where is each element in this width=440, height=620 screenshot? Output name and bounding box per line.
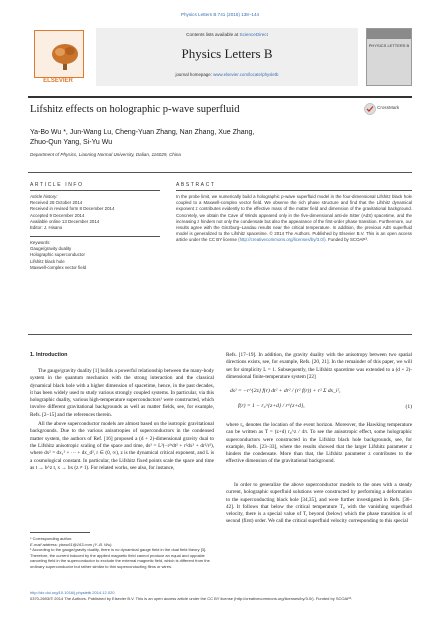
sciencedirect-link[interactable]: ScienceDirect xyxy=(239,32,268,37)
crossmark-icon xyxy=(364,103,376,115)
footnotes xyxy=(30,536,214,570)
authors-line-2[interactable]: Zhuo-Qun Yang, Si-Yu Wu xyxy=(30,139,113,146)
intro-paragraph-2: All the above superconductor models are almost based on the isotropic gravitational backgrounds. Due to the various anisotropies of superconductors in the condensed matter system, the authors of Ref. [16] proposed a (d + 2)-dimensional gravity dual to the Lifshitz anisotropic scaling of the space and time, ds² = L²(−r²ᶻdt² + r²dx² + dr²/r²), where dx² = dx₁² + ··· + dx_d², r ∈ (0, ∞), z is the dynamical critical exponent, and L is a cosmological constant. In particular, the Lifshitz fixed points scale the space and time as t → b^z t, x → bx (z ≠ 1). For related works, see also, for instance, xyxy=(30,421,214,471)
history-received: Received 28 October 2014 xyxy=(30,200,83,206)
intro-paragraph-1: The gauge/gravity duality [1] builds a powerful relationship between the many-body system in the quantum mechanics with the strong interaction and the classical dynamical black hole with a higher dimension of spacetime, hence, in the past decades, it has been widely used to study various strongly coupled systems. In particular, via this holographic duality, various high-temperature superconductors¹ were constructed, which involve different gravitational backgrounds as well as matter fields, see, for example, Refs. [2–15] and the references therein. xyxy=(30,368,214,418)
history-revised: Received in revised form 8 December 2014 xyxy=(30,206,115,212)
keyword-item: Gauge/gravity duality xyxy=(30,246,72,252)
history-online: Available online 13 December 2014 xyxy=(30,218,100,224)
keywords xyxy=(30,240,165,271)
contents-line xyxy=(96,32,358,37)
abstract-copyright: © 2014 The Authors. Published by Elsevier B.V. This is an open access article under the CC BY license xyxy=(176,231,412,243)
header-divider xyxy=(28,96,412,98)
equation-1 xyxy=(226,388,412,409)
equation-number: (1) xyxy=(405,404,412,410)
license-link[interactable]: (http://creativecommons.org/licenses/by/3.0/). xyxy=(238,237,327,243)
publisher-name: ELSEVIER xyxy=(43,78,73,84)
abstract-heading: ABSTRACT xyxy=(176,182,216,188)
contents-prefix: Contents lists available at xyxy=(186,32,239,37)
cover-label: PHYSICS LETTERS B xyxy=(368,43,410,48)
affiliation: Department of Physics, Liaoning Normal University, Dalian, 116029, China xyxy=(30,152,181,157)
author-list xyxy=(30,128,390,148)
cover-band xyxy=(367,29,411,39)
doi-link[interactable]: http://dx.doi.org/10.1016/j.physletb.2014.12.020 xyxy=(30,590,115,595)
homepage-line xyxy=(96,72,358,77)
journal-reference[interactable]: Physics Letters B 741 (2015) 138–144 xyxy=(180,12,260,17)
history-editor: Editor: J. Hisano xyxy=(30,225,63,231)
abstract-divider xyxy=(28,334,412,335)
history-accepted: Accepted 9 December 2014 xyxy=(30,212,85,218)
footnote-1: ¹ According to the gauge/gravity duality, there is no dynamical gauge field in the dual field theory [3]. Therefore, the current induced by the applied magnetic field cannot produce an equal and opposite canceling field in the superconductor to exclude the external magnetic field, which is different from the ordinary superconductor but rather similar to thin superconducting films or wires. xyxy=(30,547,210,569)
history-label: Article history: xyxy=(30,194,58,199)
keywords-label: Keywords: xyxy=(30,240,51,245)
homepage-link[interactable]: www.elsevier.com/locate/physletb xyxy=(213,72,279,77)
section-heading-introduction: 1. Introduction xyxy=(30,352,68,358)
article-history xyxy=(30,194,165,231)
equation-line-blackening: f(r) = 1 − r₀^{z+d} / r^{z+d}, xyxy=(238,403,305,409)
journal-band xyxy=(96,28,358,86)
journal-title: Physics Letters B xyxy=(181,46,273,61)
abstract-body xyxy=(176,194,412,244)
footnote-rule xyxy=(30,532,90,533)
article-footer xyxy=(30,590,412,601)
intro-right-para-3: In order to generalize the above superconductor models to the ones with a steady current, holographic superfluid solutions were constructed by performing a deformation to the superconducting black hole [34,35], and were further investigated in Refs. [36–42]. It follows that below the critical temperature T₀ with the vanishing superfluid velocity, there is a special value of T, beyond (below) which the phase transition is of second (first) order. We call the critical superfluid velocity corresponding to this special xyxy=(226,482,412,525)
homepage-label: journal homepage: xyxy=(175,72,214,77)
funding-note: Funded by SCOAP³. xyxy=(328,237,369,243)
equation-line-metric: ds² = −r^{2z} f(r) dt² + dr² / (r² f(r)) + r² Σ dx_i², xyxy=(230,388,341,394)
article-title: Lifshitz effects on holographic p-wave superfluid xyxy=(30,104,240,115)
elsevier-logo xyxy=(34,30,84,78)
journal-cover xyxy=(366,28,412,86)
intro-right-para-2: where r₀ denotes the location of the event horizon. Moreover, the Hawking temperature can be written as T = (z+d) r₀^z / 4π. To see the anisotropic effect, some holographic superconductors were constructed in the Lifshitz black hole backgrounds, see, for example, Refs. [23–33], where the results showed that the larger Lifshitz parameter z hinders the condensate. More than that, the Lifshitz parameter z contributes to the effective dimension of the gravitational background. xyxy=(226,422,412,465)
authors-line-1[interactable]: Ya-Bo Wu *, Jun-Wang Lu, Cheng-Yuan Zhang, Nan Zhang, Xue Zhang, xyxy=(30,129,255,136)
corresponding-author: * Corresponding author. xyxy=(30,536,73,541)
crossmark-badge[interactable] xyxy=(364,102,412,118)
crossmark-label: CrossMark xyxy=(377,105,400,110)
journal-header xyxy=(28,22,412,94)
keyword-item: Lifshitz black hole xyxy=(30,258,65,264)
abstract-rule xyxy=(176,190,412,191)
tree-icon xyxy=(49,43,81,71)
keyword-item: Maxwell-complex vector field xyxy=(30,264,87,270)
article-info-rule xyxy=(30,190,160,191)
license-statement: 0370-2693/© 2014 The Authors. Published by Elsevier B.V. This is an open access article under the CC BY license (http://creativecommons.org/licenses/by/3.0/). Funded by SCOAP³. xyxy=(30,595,353,601)
keyword-item: Holographic superconductor xyxy=(30,252,85,258)
abstract-text: In the probe limit, we numerically build a holographic p-wave superfluid model in the four-dimensional Lifshitz black hole coupled to a Maxwell-complex vector field. We observe the rich phase structure and find that the Lifshitz dynamical exponent z contributes evidently to the effective mass of the matter field and dimension of the gravitational background. Concretely, we obtain the Cave of Winds appeared only in the five-dimensional anti-de Sitter (AdS) spacetime, and the increasing z hinders not only the condensate but also the appearance of the first-order phase transition. Furthermore, our results agree with the Ginzburg–Landau results near the critical temperature. In addition, the previous AdS superfluid model is generalized to the Lifshitz spacetime. xyxy=(176,194,412,237)
keywords-rule xyxy=(30,236,160,237)
meta-divider xyxy=(28,172,412,173)
article-info-heading: ARTICLE INFO xyxy=(30,182,84,188)
intro-left-column xyxy=(30,368,214,472)
intro-right-para-1: Refs. [17–19]. In addition, the gravity duality with the anisotropy between two spatial directions exists, see, for example, Refs. [20, 21]. In the remainder of this paper, we will set for simplicity L = 1. Subsequently, the Lifshitz spacetime was extended to a (d + 2)-dimensional finite-temperature system [22] xyxy=(226,352,412,380)
author-email[interactable]: E-mail address: ybwu61@163.com (Y.-B. Wu). xyxy=(30,541,113,547)
